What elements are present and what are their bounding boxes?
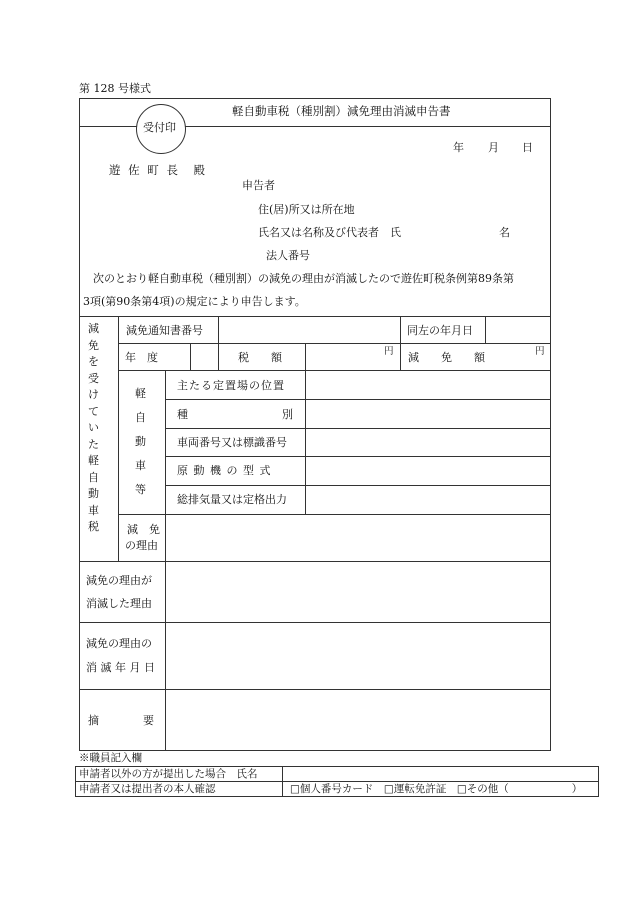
addressee: 遊 佐 町 長 殿 [109, 163, 207, 177]
applicant-address: 住(居)所又は所在地 [258, 203, 355, 216]
col-line-d [305, 343, 306, 514]
date-day: 日 [522, 141, 533, 154]
staff-heading: ※職員記入欄 [79, 752, 142, 764]
table-top [79, 316, 551, 317]
staff-right [598, 766, 599, 796]
date-month: 月 [488, 141, 499, 154]
applicant-corp-number: 法人番号 [266, 249, 310, 262]
row-line-7 [118, 514, 551, 515]
intro-line1: 次のとおり軽自動車税（種別割）の減免の理由が消滅したので遊佐町税条例第89条第 [93, 272, 514, 285]
row-line-9 [79, 622, 551, 623]
staff-left [75, 766, 76, 796]
form-number: 第 128 号様式 [79, 82, 151, 95]
extinct-date-line2: 消 滅 年 月 日 [86, 661, 155, 674]
col-line-b [165, 370, 166, 750]
stamp-label: 受付印 [143, 121, 176, 134]
row-line-10 [79, 689, 551, 690]
row-line-6 [165, 485, 551, 486]
yen-1: 円 [384, 346, 394, 357]
reason-line2: の理由 [125, 539, 158, 552]
tax-amount-label: 税 額 [238, 351, 282, 364]
reason-line1: 減 免 [127, 523, 160, 536]
staff-row1: 申請者以外の方が提出した場合 氏名 [79, 768, 258, 780]
row-type: 種 [177, 408, 188, 421]
applicant-name-label: 氏名又は名称及び代表者 氏 [258, 226, 401, 239]
row-line-8 [79, 561, 551, 562]
row-engine-model: 原 動 機 の 型 式 [177, 464, 272, 477]
col-line-e [400, 316, 401, 370]
row-line-2 [118, 370, 551, 371]
staff-bottom [75, 796, 599, 797]
row-line-3 [165, 399, 551, 400]
staff-mid [75, 781, 599, 782]
remarks-label: 摘 要 [88, 714, 154, 727]
staff-checks: □個人番号カード □運転免許証 □その他（ ） [290, 783, 583, 795]
row-vehicle-number: 車両番号又は標識番号 [177, 436, 287, 449]
extinct-reason-line2: 消滅した理由 [86, 597, 152, 610]
extinct-reason-line1: 減免の理由が [86, 574, 152, 587]
same-date-label: 同左の年月日 [407, 324, 473, 337]
row-storage-location: 主たる定置場の位置 [177, 379, 285, 392]
col-line-g [190, 343, 191, 370]
row-line-1 [118, 343, 551, 344]
col-line-f [485, 316, 486, 343]
frame-right [550, 98, 551, 750]
fiscal-year-label: 年 度 [125, 351, 158, 364]
applicant-label: 申告者 [242, 179, 275, 192]
left-vertical-label: 減 免 を 受 け て い た 軽 自 動 車 税 [88, 322, 99, 533]
frame-bottom [79, 750, 551, 751]
row-line-4 [165, 428, 551, 429]
notice-number-label: 減免通知書番号 [126, 324, 203, 337]
frame-top [79, 98, 551, 99]
extinct-date-line1: 減免の理由の [86, 637, 152, 650]
intro-line2: 3項(第90条第4項)の規定により申告します。 [83, 295, 306, 308]
staff-row2: 申請者又は提出者の本人確認 [79, 783, 216, 795]
col-line-a [118, 316, 119, 561]
applicant-name-suffix: 名 [499, 226, 510, 239]
col-line-c [218, 316, 219, 370]
row-line-5 [165, 456, 551, 457]
form-title: 軽自動車税（種別割）減免理由消滅申告書 [232, 104, 451, 118]
vehicle-vertical-label: 軽 自 動 車 等 [135, 387, 146, 496]
row-type-right: 別 [282, 408, 293, 421]
yen-2: 円 [535, 346, 545, 357]
row-displacement: 総排気量又は定格出力 [177, 493, 287, 506]
frame-left [79, 98, 80, 750]
date-year: 年 [453, 141, 464, 154]
staff-divider [282, 766, 283, 796]
staff-top [75, 766, 599, 767]
reduction-amount-label: 減 免 額 [408, 351, 485, 364]
